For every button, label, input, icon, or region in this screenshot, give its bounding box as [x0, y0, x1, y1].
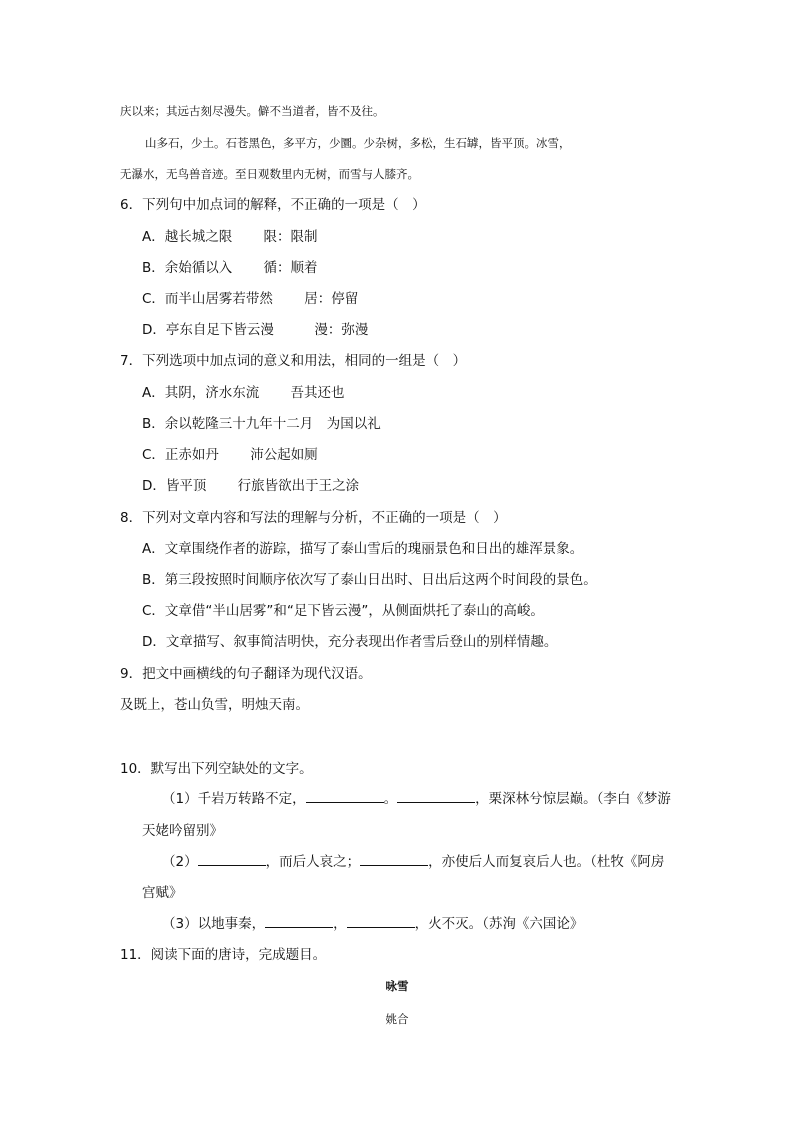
question-stem: 10．默写出下列空缺处的文字。	[120, 761, 313, 777]
passage-line: 无瀑水，无鸟兽音迹。至日观数里内无树，而雪与人膝齐。	[120, 167, 419, 181]
passage-line: 庆以来；其远古刻尽漫失。僻不当道者，皆不及往。	[120, 104, 385, 118]
answer-blank[interactable]	[265, 915, 333, 928]
answer-blank[interactable]	[347, 915, 415, 928]
fill-text: ，	[333, 916, 347, 932]
fill-text: ，而后人哀之；	[265, 854, 361, 870]
option-b: B．余始循以入 循：顺着	[142, 260, 318, 276]
fill-text: ，亦使后人而复哀后人也。（杜牧《阿房	[428, 854, 665, 870]
fill-text: ，火不灭。（苏洵《六国论》	[414, 916, 584, 932]
answer-blank[interactable]	[306, 790, 384, 803]
fill-text: 。	[383, 791, 398, 807]
option-a: A．文章围绕作者的游踪，描写了泰山雪后的瑰丽景色和日出的雄浑景象。	[142, 541, 584, 557]
question-stem: 9．把文中画横线的句子翻译为现代汉语。	[120, 666, 372, 682]
question-stem: 7．下列选项中加点词的意义和用法，相同的一组是（ ）	[120, 353, 467, 369]
fill-item-1-cont: 天姥吟留别》	[142, 823, 223, 839]
fill-item-2-cont: 宫赋》	[142, 885, 183, 901]
translation-sentence: 及既上，苍山负雪，明烛天南。	[120, 697, 309, 713]
option-d: D．皆平顶 行旅皆欲出于王之涂	[142, 478, 360, 494]
fill-text: （2）	[162, 854, 198, 870]
option-b: B．余以乾隆三十九年十二月 为国以礼	[142, 416, 381, 432]
answer-blank[interactable]	[360, 853, 428, 866]
fill-item-2	[162, 853, 664, 871]
question-stem: 6．下列句中加点词的解释，不正确的一项是（ ）	[120, 197, 426, 213]
option-c: C．而半山居雾若带然 居：停留	[142, 291, 359, 307]
option-d: D．亭东自足下皆云漫 漫：弥漫	[142, 322, 369, 338]
passage-line: 山多石，少土。石苍黑色，多平方，少圜。少杂树，多松，生石罅，皆平顶。冰雪，	[145, 136, 571, 150]
fill-text: （3）以地事秦，	[162, 916, 266, 932]
fill-text: ，栗深林兮惊层巅。（李白《梦游	[475, 791, 671, 807]
option-c: C．正赤如丹 沛公起如厕	[142, 447, 318, 463]
answer-blank[interactable]	[397, 790, 475, 803]
question-stem: 8．下列对文章内容和写法的理解与分析，不正确的一项是（ ）	[120, 510, 507, 526]
option-b: B．第三段按照时间顺序依次写了泰山日出时、日出后这两个时间段的景色。	[142, 572, 597, 588]
answer-blank[interactable]	[198, 853, 266, 866]
fill-item-3	[162, 915, 583, 933]
option-d: D．文章描写、叙事简洁明快，充分表现出作者雪后登山的别样情趣。	[142, 634, 558, 650]
poem-author: 姚合	[385, 1012, 409, 1026]
option-c: C．文章借“半山居雾”和“足下皆云漫”，从侧面烘托了泰山的高峻。	[142, 603, 544, 619]
poem-title: 咏雪	[385, 979, 409, 993]
question-stem: 11．阅读下面的唐诗，完成题目。	[120, 947, 327, 963]
fill-item-1	[162, 790, 671, 808]
option-a: A．其阴，济水东流 吾其还也	[142, 385, 345, 401]
fill-text: （1）千岩万转路不定，	[162, 791, 306, 807]
option-a: A．越长城之限 限：限制	[142, 229, 318, 245]
